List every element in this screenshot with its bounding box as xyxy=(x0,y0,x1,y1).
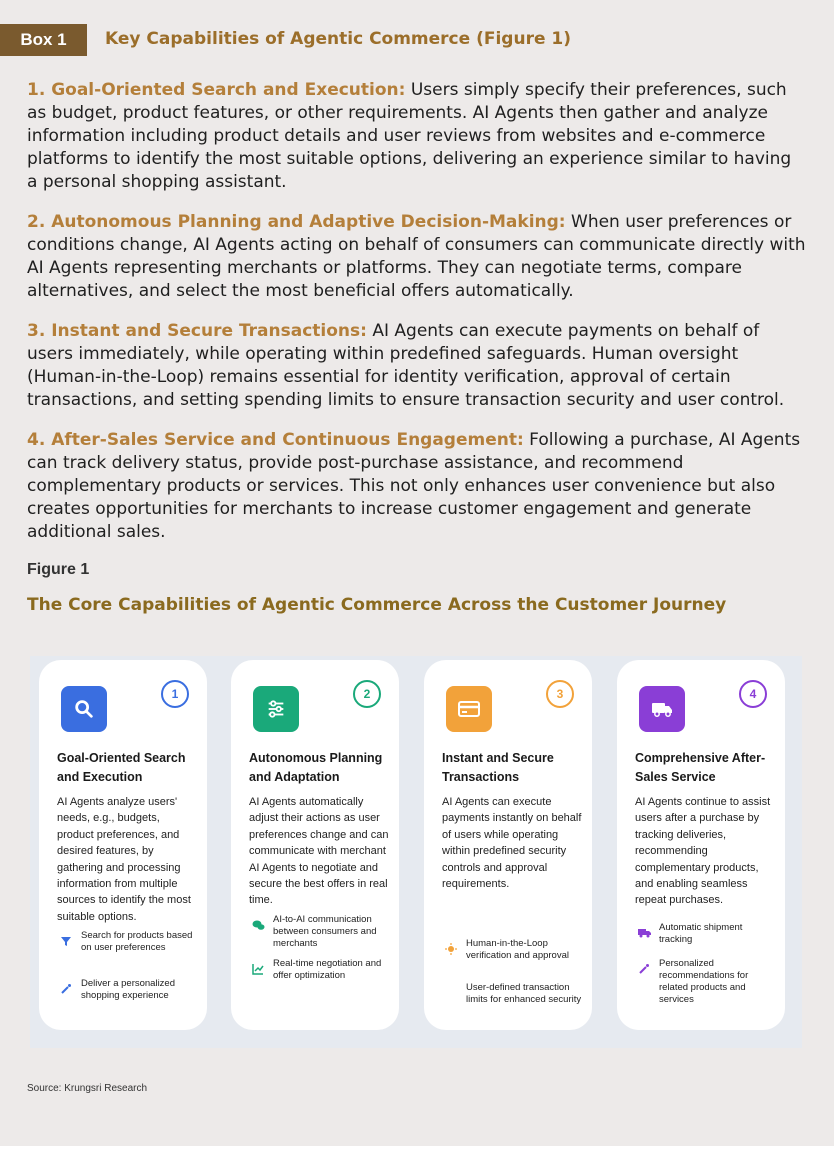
card-title: Instant and Secure Transactions xyxy=(442,751,554,784)
truck-small-icon xyxy=(637,926,651,940)
feature-item xyxy=(444,982,584,1006)
sliders-icon xyxy=(253,686,299,732)
paragraph-body: Users simply specify their preferences, such as budget, product features, or other requirements. AI Agents then gather and analyze information including product details and user reviews from websites and e-commerce platforms to identify the most suitable options, delivering an experience similar to having a personal shopping assistant. xyxy=(27,80,792,192)
paragraph-body: AI Agents can execute payments on behalf of users immediately, while operating within predefined safeguards. Human oversight (Human-in-the-Loop) remains essential for identity verification, approval of certain transactions, and setting spending limits to ensure transaction security and user control. xyxy=(27,321,785,410)
box-label: Box 1 xyxy=(0,24,87,56)
feature-item xyxy=(251,958,391,982)
box-title: Key Capabilities of Agentic Commerce (Figure 1) xyxy=(105,29,571,49)
chat-icon xyxy=(251,918,265,932)
credit-card-icon xyxy=(446,686,492,732)
search-icon xyxy=(61,686,107,732)
magic-wand-icon xyxy=(637,962,651,976)
feature-text: AI-to-AI communication between consumers and merchants xyxy=(273,914,377,949)
paragraph-body: When user preferences or conditions change, AI Agents acting on behalf of consumers can communicate directly with AI Agents representing merchants or platforms. They can negotiate terms, compare alternatives, and select the most beneficial offers automatically. xyxy=(27,212,806,301)
card-description: AI Agents analyze users' needs, e.g., budgets, product preferences, and desired features, by gathering and processing information from multiple sources to identify the most suitable options. xyxy=(57,796,191,923)
paragraph-body: Following a purchase, AI Agents can track delivery status, provide post-purchase assistance, and recommend complementary products or services. This not only enhances user convenience but also creates opportunities for merchants to increase customer engagement and generate additional sales. xyxy=(27,430,801,542)
feature-text: Deliver a personalized shopping experience xyxy=(81,978,175,1001)
feature-item xyxy=(59,978,199,1002)
paragraph-lead: 1. Goal-Oriented Search and Execution: xyxy=(27,80,406,100)
magic-wand-icon xyxy=(59,982,73,996)
paragraph-lead: 4. After-Sales Service and Continuous Engagement: xyxy=(27,430,524,450)
step-number-badge: 4 xyxy=(739,680,767,708)
capability-card-2 xyxy=(231,660,399,1030)
capabilities-text xyxy=(27,79,807,561)
feature-text: Real-time negotiation and offer optimization xyxy=(273,958,382,981)
figure-panel xyxy=(30,656,802,1048)
feature-item xyxy=(637,922,777,946)
figure-title: The Core Capabilities of Agentic Commerce Across the Customer Journey xyxy=(27,595,727,615)
capability-card-1 xyxy=(39,660,207,1030)
step-number-badge: 1 xyxy=(161,680,189,708)
feature-item xyxy=(59,930,199,954)
feature-item xyxy=(251,914,391,950)
delivery-truck-icon xyxy=(639,686,685,732)
card-description: AI Agents automatically adjust their actions as user preferences change and can communicate with merchant AI Agents to negotiate and secure the best offers in real time. xyxy=(249,796,389,907)
trend-chart-icon xyxy=(251,962,265,976)
paragraph-lead: 2. Autonomous Planning and Adaptive Decision-Making: xyxy=(27,212,566,232)
feature-item xyxy=(444,938,584,962)
paragraph-lead: 3. Instant and Secure Transactions: xyxy=(27,321,367,341)
feature-text: Search for products based on user preferences xyxy=(81,930,193,953)
card-title: Comprehensive After-Sales Service xyxy=(635,751,766,784)
filter-icon xyxy=(59,934,73,948)
step-number-badge: 3 xyxy=(546,680,574,708)
feature-item xyxy=(637,958,777,1006)
feature-text: Personalized recommendations for related products and services xyxy=(659,958,749,1005)
capability-card-4 xyxy=(617,660,785,1030)
feature-text: Automatic shipment tracking xyxy=(659,922,743,945)
step-number-badge: 2 xyxy=(353,680,381,708)
sun-icon xyxy=(444,942,458,956)
card-description: AI Agents continue to assist users after a purchase by tracking deliveries, recommending complementary products, and enabling seamless repeat purchases. xyxy=(635,796,771,907)
capability-card-3 xyxy=(424,660,592,1030)
source-note: Source: Krungsri Research xyxy=(27,1083,148,1094)
paragraph-2 xyxy=(27,211,807,303)
card-title: Autonomous Planning and Adaptation xyxy=(249,751,383,784)
paragraph-3 xyxy=(27,320,807,412)
paragraph-1 xyxy=(27,79,807,194)
card-title: Goal-Oriented Search and Execution xyxy=(57,751,186,784)
paragraph-4 xyxy=(27,429,807,544)
card-description: AI Agents can execute payments instantly on behalf of users while operating within predefined security controls and approval requirements. xyxy=(442,796,582,891)
feature-text: User-defined transaction limits for enhanced security xyxy=(466,982,582,1005)
figure-label: Figure 1 xyxy=(27,561,90,578)
feature-text: Human-in-the-Loop verification and approval xyxy=(466,938,569,961)
